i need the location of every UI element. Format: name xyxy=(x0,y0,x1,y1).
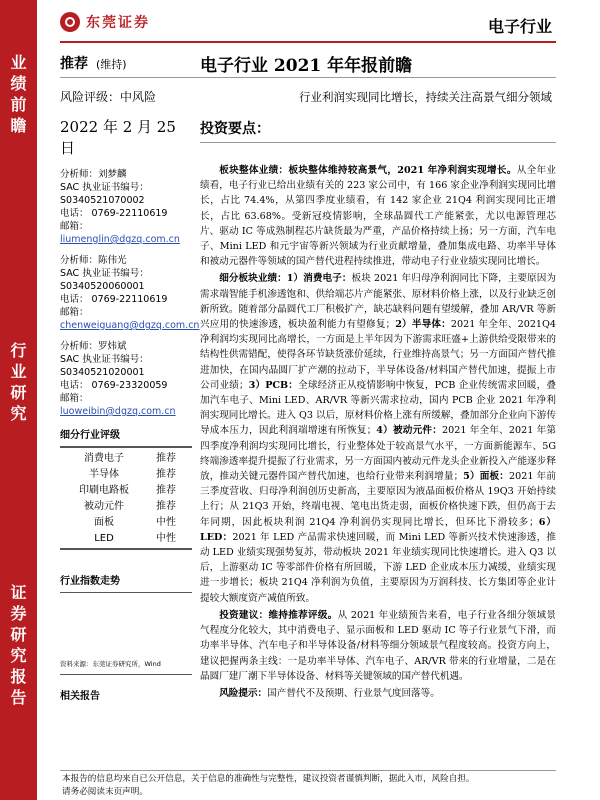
table-row xyxy=(60,482,192,498)
band-label-securities-report xyxy=(0,582,37,708)
sub-industry-name: 被动元件 xyxy=(84,500,124,512)
sub-rating-bottom-rule xyxy=(60,548,192,550)
para-lead: 投资建议：维持推荐评级。 xyxy=(219,609,338,621)
table-row xyxy=(60,514,192,530)
sub-rating-title: 细分行业评级 xyxy=(60,430,120,441)
report-date: 2022 年 2 月 25 日 xyxy=(60,118,176,157)
analyst-email-label: 邮箱： xyxy=(60,307,89,318)
table-row xyxy=(60,466,192,482)
analyst-email-label: 邮箱： xyxy=(60,393,89,404)
paragraph-segment-performance xyxy=(200,271,556,605)
analyst-email-link[interactable]: luoweibin@dgzq.com.cn xyxy=(60,406,176,417)
sub-industry-name: 面板 xyxy=(94,516,114,528)
para-text: 从 2021 年业绩预告来看，电子行业各细分领域景气程度分化较大，其中消费电子、显示面板和 LED 驱动 IC 等子行业景气下滑，而功率半导体、汽车电子和半导体设备/材料等细分领域景气程度较高。投资方向上，建议把握两条主线：一是功率半导体、汽车电子、AR/VR 带来的行业增量，二是在晶圆厂建厂潮下半导体设备、材料等关键领域的国产替代机遇。 xyxy=(200,609,557,682)
analyst-block xyxy=(60,340,192,418)
para-lead: 2）半导体： xyxy=(395,319,451,331)
table-row xyxy=(60,450,192,466)
sub-industry-rating: 推荐 xyxy=(156,468,176,480)
para-lead: 6）LED： xyxy=(200,516,556,543)
sub-industry-name: 消费电子 xyxy=(84,452,124,464)
logo-text: 东莞证券 xyxy=(86,15,150,31)
sub-industry-rating: 推荐 xyxy=(156,500,176,512)
sub-rating-table xyxy=(60,450,192,546)
logo-icon xyxy=(60,12,80,32)
main-content xyxy=(200,118,556,703)
para-text: 2021 年全年、2021 年第四季度净利润均实现同比增长，行业整体处于较高景气水平，一方面新能源车、5G 终端渗透率提升提振了行业需求，另一方面国内被动元件龙头企业新投入产能逐步释放，推动关键元器件国产替代加速，也给行业带来利润增量； xyxy=(200,425,557,483)
para-text: 板块 2021 年归母净利润同比下降，主要原因为需求端智能手机渗透饱和、供给端芯片产能紧张、原材料价格上涨，以及行业缺乏创新所致。随着部分晶圆代工厂积极扩产，缺芯缺料问题有望缓解，叠加 AR/VR 等新兴应用的快速渗透，板块盈利能力有望修复； xyxy=(200,273,557,331)
analyst-name: 分析师：罗炜斌 xyxy=(60,341,127,352)
band-label-industry-research xyxy=(0,340,37,424)
related-reports-title: 相关报告 xyxy=(60,691,100,702)
analyst-cert-number: S0340521070002 xyxy=(60,195,145,206)
company-logo xyxy=(60,11,150,33)
analyst-email-link[interactable]: liumenglin@dgzq.com.cn xyxy=(60,234,180,245)
analyst-email-link[interactable]: chenweiguang@dgzq.com.cn xyxy=(60,320,200,331)
section-divider xyxy=(200,142,556,143)
paragraph-overall-performance xyxy=(200,163,556,269)
section-heading: 投资要点： xyxy=(200,121,270,137)
paragraph-investment-advice xyxy=(200,608,556,684)
sub-industry-rating: 推荐 xyxy=(156,452,176,464)
sidebar xyxy=(60,116,200,702)
recommendation xyxy=(60,53,127,73)
header-divider xyxy=(60,41,556,43)
recommendation-label: 推荐 xyxy=(60,56,88,72)
footer-notice: 请务必阅读末页声明。 xyxy=(62,786,148,797)
para-text: 国产替代不及预期、行业景气度回落等。 xyxy=(267,687,440,699)
para-lead: 风险提示： xyxy=(219,687,268,699)
analyst-cert-number: S0340521020001 xyxy=(60,367,145,378)
footer xyxy=(62,773,556,798)
sub-industry-name: LED xyxy=(94,532,114,544)
index-chart-area xyxy=(60,592,192,656)
analyst-phone: 电话： 0769-22110619 xyxy=(60,208,168,219)
para-text: 从全年业绩看，电子行业已给出业绩有关的 223 家公司中，有 166 家企业净利润实现同比增长，占比 74.4%，从第四季度业绩看，有 142 家企业 21Q4 利润实现同比正增长，占比 63.68%。受新冠疫情影响，全球晶圆代工产能紧张，尤以电源管理芯片、驱动 IC 等成熟制程芯片缺货最为严重，产品价格持续上扬；另一方面，汽车电子、Mini LED 和元宇宙等新兴领域为行业贡献增量，叠加集成电路、功率半导体和被动元器件等领域的国产替代进程持续推进，带动电子行业业绩实现同比增长。 xyxy=(200,165,556,268)
sub-industry-rating: 中性 xyxy=(156,532,176,544)
analyst-email-label: 邮箱： xyxy=(60,221,89,232)
band-top-text: 业 绩 前 瞻 xyxy=(10,53,27,135)
para-lead: 5）面板： xyxy=(463,471,510,483)
risk-rating: 风险评级：中风险 xyxy=(60,90,157,104)
header-industry: 电子行业 xyxy=(487,17,552,36)
index-chart-source: 资料来源：东莞证券研究所，Wind xyxy=(60,659,192,675)
analyst-block xyxy=(60,254,200,332)
para-lead: 细分板块业绩：1）消费电子： xyxy=(219,273,352,285)
table-row xyxy=(60,498,192,514)
sub-industry-name: 印刷电路板 xyxy=(79,484,129,496)
analyst-phone: 电话： 0769-22110619 xyxy=(60,294,168,305)
analyst-cert-label: SAC 执业证书编号： xyxy=(60,268,149,279)
analyst-phone: 电话： 0769-23320059 xyxy=(60,380,168,391)
analyst-name: 分析师：刘梦麟 xyxy=(60,169,127,180)
analyst-name: 分析师：陈伟光 xyxy=(60,255,127,266)
analyst-cert-label: SAC 执业证书编号： xyxy=(60,354,149,365)
report-subtitle: 行业利润实现同比增长，持续关注高景气细分领域 xyxy=(299,90,552,104)
analyst-block xyxy=(60,168,192,246)
para-lead: 板块整体业绩：板块整体维持较高景气，2021 年净利润实现增长。 xyxy=(219,165,517,176)
recommendation-note: (维持) xyxy=(96,58,127,71)
para-text: 2021 年 LED 产品需求快速回暖，而 Mini LED 等新兴技术快速渗透，推动 LED 业绩实现强势复苏，带动板块 2021 年业绩实现同比快速增长。进入 Q3 以后，上游驱动 IC 等零部件价格有所回暖，下游 LED 企业成本压力减缓，业绩实现进一步增长；板块 21Q4 净利润为负值，主要原因为万润科技、长方集团等企业计提较大额度资产减值所致。 xyxy=(200,531,556,604)
analyst-cert-number: S0340520060001 xyxy=(60,281,145,292)
para-lead: 3）PCB： xyxy=(248,379,299,391)
analyst-cert-label: SAC 执业证书编号： xyxy=(60,182,149,193)
sub-industry-rating: 推荐 xyxy=(156,484,176,496)
sub-industry-rating: 中性 xyxy=(156,516,176,528)
footer-divider xyxy=(60,770,556,771)
footer-disclaimer: 本报告的信息均来自已公开信息，关于信息的准确性与完整性，建议投资者谨慎判断，据此入市，风险自担。 xyxy=(62,774,475,784)
paragraph-risk-warning xyxy=(200,686,556,701)
para-text: 2021 年全年、2021Q4 净利润均实现同比高增长，一方面是上半年因为下游需求旺盛+上游供给受限带来的结构性供需错配，使得各环节缺货涨价延续，行业维持高景气；另一方面国产替代推进加快，在国内晶圆厂扩产潮的拉动下，半导体设备/材料国产替代加速，提振上市公司业绩； xyxy=(200,319,557,391)
sub-rating-top-rule xyxy=(60,446,192,448)
report-title: 电子行业 2021 年年报前瞻 xyxy=(200,56,413,76)
index-chart-title: 行业指数走势 xyxy=(60,576,120,587)
band-bottom-text: 证 券 研 究 报 告 xyxy=(10,583,27,707)
table-row xyxy=(60,530,192,546)
para-lead: 4）被动元件： xyxy=(376,425,443,437)
para-text: 全球经济正从疫情影响中恢复，PCB 企业传统需求回暖，叠加汽车电子、Mini LED、AR/VR 等新兴需求拉动，国内 PCB 企业 2021 年净利润实现同比增长。进入 Q3 以后，原材料价格上涨有所缓解，叠加部分企业向下游传导成本压力，因此利润端增速有所恢复； xyxy=(200,379,556,437)
title-divider xyxy=(60,77,556,78)
band-middle-text: 行 业 研 究 xyxy=(10,341,27,423)
para-text: 2021 年前三季度营收、归母净利润创历史新高，主要原因为液晶面板价格从 19Q3 开始持续上行；从 21Q3 开始，终端电视、笔电出货走弱，面板价格快速下跌，但仍高于去年同期，因此板块利润 21Q4 净利润仍实现同比增长，但环比下滑较多； xyxy=(200,471,557,528)
band-label-performance-preview xyxy=(0,52,37,136)
sub-industry-name: 半导体 xyxy=(89,468,119,480)
